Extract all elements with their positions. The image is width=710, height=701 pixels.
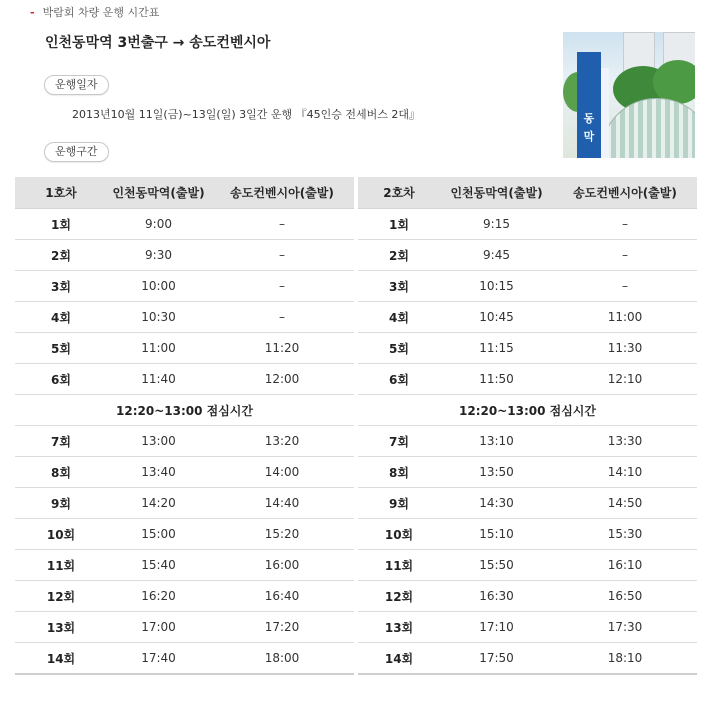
- trip-label: 2회: [15, 240, 107, 271]
- breadcrumb-text: 박람회 차량 운행 시간표: [42, 6, 160, 19]
- table-row: [15, 209, 354, 240]
- dongmak-time: 9:00: [107, 209, 210, 240]
- bus-header: 2호차: [358, 177, 440, 209]
- trip-label: 14회: [15, 643, 107, 675]
- trip-label: 10회: [15, 519, 107, 550]
- dongmak-time: 9:15: [440, 209, 553, 240]
- songdo-time: 18:00: [210, 643, 354, 675]
- songdo-time: –: [553, 209, 697, 240]
- trip-label: 13회: [15, 612, 107, 643]
- songdo-time: 12:00: [210, 364, 354, 395]
- lunch-row: [358, 395, 697, 426]
- trip-label: 10회: [358, 519, 440, 550]
- route-title: 인천동막역 3번출구 → 송도컨벤시아: [45, 35, 271, 51]
- sign-char: 막: [583, 130, 595, 143]
- table-row: [358, 550, 697, 581]
- table-row: [15, 333, 354, 364]
- station-sign-strip: [601, 68, 609, 158]
- dongmak-time: 11:50: [440, 364, 553, 395]
- songdo-time: 16:10: [553, 550, 697, 581]
- songdo-time: 13:20: [210, 426, 354, 457]
- table-header-row: [358, 177, 697, 209]
- songdo-time: –: [210, 271, 354, 302]
- dongmak-time: 16:20: [107, 581, 210, 612]
- date-label: 운행일자: [44, 75, 109, 95]
- songdo-time: –: [210, 240, 354, 271]
- table-row: [358, 271, 697, 302]
- section-label: 운행구간: [44, 142, 109, 162]
- depart-dongmak-header: 인천동막역(출발): [440, 177, 553, 209]
- table-row: [15, 550, 354, 581]
- dongmak-time: 9:30: [107, 240, 210, 271]
- dongmak-time: 11:15: [440, 333, 553, 364]
- dongmak-time: 9:45: [440, 240, 553, 271]
- table-row: [358, 581, 697, 612]
- dongmak-time: 14:30: [440, 488, 553, 519]
- songdo-time: 11:20: [210, 333, 354, 364]
- songdo-time: –: [210, 302, 354, 333]
- table-row: [358, 612, 697, 643]
- lunch-row: [15, 395, 354, 426]
- dongmak-time: 13:40: [107, 457, 210, 488]
- dongmak-time: 17:10: [440, 612, 553, 643]
- table-row: [15, 240, 354, 271]
- trip-label: 12회: [15, 581, 107, 612]
- table-row: [358, 457, 697, 488]
- trip-label: 11회: [358, 550, 440, 581]
- songdo-time: 11:30: [553, 333, 697, 364]
- songdo-time: 15:20: [210, 519, 354, 550]
- songdo-time: 14:00: [210, 457, 354, 488]
- sign-char: 동: [583, 112, 595, 125]
- dongmak-time: 13:00: [107, 426, 210, 457]
- table-row: [358, 519, 697, 550]
- songdo-time: 13:30: [553, 426, 697, 457]
- table-row: [15, 519, 354, 550]
- dongmak-time: 10:15: [440, 271, 553, 302]
- schedule-table-bus1: [15, 177, 354, 675]
- breadcrumb: [30, 4, 159, 20]
- dongmak-time: 11:40: [107, 364, 210, 395]
- trip-label: 5회: [15, 333, 107, 364]
- dongmak-time: 15:00: [107, 519, 210, 550]
- trip-label: 4회: [15, 302, 107, 333]
- table-row: [358, 333, 697, 364]
- table-row: [358, 209, 697, 240]
- trip-label: 6회: [358, 364, 440, 395]
- date-text: 2013년10월 11일(금)~13일(일) 3일간 운행 『45인승 전세버스 2대』: [72, 108, 420, 121]
- dongmak-time: 15:40: [107, 550, 210, 581]
- songdo-time: 14:40: [210, 488, 354, 519]
- trip-label: 4회: [358, 302, 440, 333]
- trip-label: 1회: [358, 209, 440, 240]
- songdo-time: 16:00: [210, 550, 354, 581]
- trip-label: 13회: [358, 612, 440, 643]
- table-row: [15, 581, 354, 612]
- songdo-time: 18:10: [553, 643, 697, 675]
- dongmak-time: 14:20: [107, 488, 210, 519]
- songdo-time: 17:30: [553, 612, 697, 643]
- table-row: [15, 643, 354, 675]
- lunch-break-cell: 12:20~13:00 점심시간: [358, 395, 697, 426]
- trip-label: 5회: [358, 333, 440, 364]
- trip-label: 8회: [15, 457, 107, 488]
- table-row: [15, 302, 354, 333]
- table-row: [15, 488, 354, 519]
- depart-dongmak-header: 인천동막역(출발): [107, 177, 210, 209]
- trip-label: 7회: [15, 426, 107, 457]
- trip-label: 8회: [358, 457, 440, 488]
- dongmak-time: 13:10: [440, 426, 553, 457]
- trip-label: 12회: [358, 581, 440, 612]
- lunch-break-cell: 12:20~13:00 점심시간: [15, 395, 354, 426]
- dongmak-time: 17:40: [107, 643, 210, 675]
- canopy-shape: [601, 98, 695, 158]
- dongmak-time: 10:00: [107, 271, 210, 302]
- songdo-time: –: [553, 271, 697, 302]
- songdo-time: 12:10: [553, 364, 697, 395]
- dongmak-time: 10:45: [440, 302, 553, 333]
- table-row: [15, 457, 354, 488]
- table-header-row: [15, 177, 354, 209]
- dongmak-time: 16:30: [440, 581, 553, 612]
- songdo-time: 16:40: [210, 581, 354, 612]
- table-row: [15, 364, 354, 395]
- depart-songdo-header: 송도컨벤시아(출발): [210, 177, 354, 209]
- table-row: [358, 302, 697, 333]
- trip-label: 1회: [15, 209, 107, 240]
- dongmak-time: 13:50: [440, 457, 553, 488]
- songdo-time: 17:20: [210, 612, 354, 643]
- trip-label: 9회: [358, 488, 440, 519]
- trip-label: 3회: [15, 271, 107, 302]
- depart-songdo-header: 송도컨벤시아(출발): [553, 177, 697, 209]
- songdo-time: 14:50: [553, 488, 697, 519]
- songdo-time: 15:30: [553, 519, 697, 550]
- trip-label: 9회: [15, 488, 107, 519]
- trip-label: 11회: [15, 550, 107, 581]
- songdo-time: 14:10: [553, 457, 697, 488]
- dongmak-time: 15:50: [440, 550, 553, 581]
- table-row: [358, 240, 697, 271]
- trip-label: 2회: [358, 240, 440, 271]
- dongmak-time: 17:00: [107, 612, 210, 643]
- table-row: [358, 488, 697, 519]
- songdo-time: –: [210, 209, 354, 240]
- table-row: [358, 426, 697, 457]
- table-row: [15, 612, 354, 643]
- trip-label: 6회: [15, 364, 107, 395]
- dongmak-time: 11:00: [107, 333, 210, 364]
- songdo-time: 16:50: [553, 581, 697, 612]
- dongmak-time: 17:50: [440, 643, 553, 675]
- table-row: [15, 271, 354, 302]
- trip-label: 7회: [358, 426, 440, 457]
- station-photo: [563, 32, 695, 158]
- dongmak-time: 10:30: [107, 302, 210, 333]
- bullet-dash-icon: -: [30, 6, 35, 19]
- table-row: [358, 364, 697, 395]
- bus-header: 1호차: [15, 177, 107, 209]
- dongmak-time: 15:10: [440, 519, 553, 550]
- songdo-time: 11:00: [553, 302, 697, 333]
- table-row: [15, 426, 354, 457]
- songdo-time: –: [553, 240, 697, 271]
- table-row: [358, 643, 697, 675]
- schedule-table-bus2: [358, 177, 697, 675]
- trip-label: 14회: [358, 643, 440, 675]
- trip-label: 3회: [358, 271, 440, 302]
